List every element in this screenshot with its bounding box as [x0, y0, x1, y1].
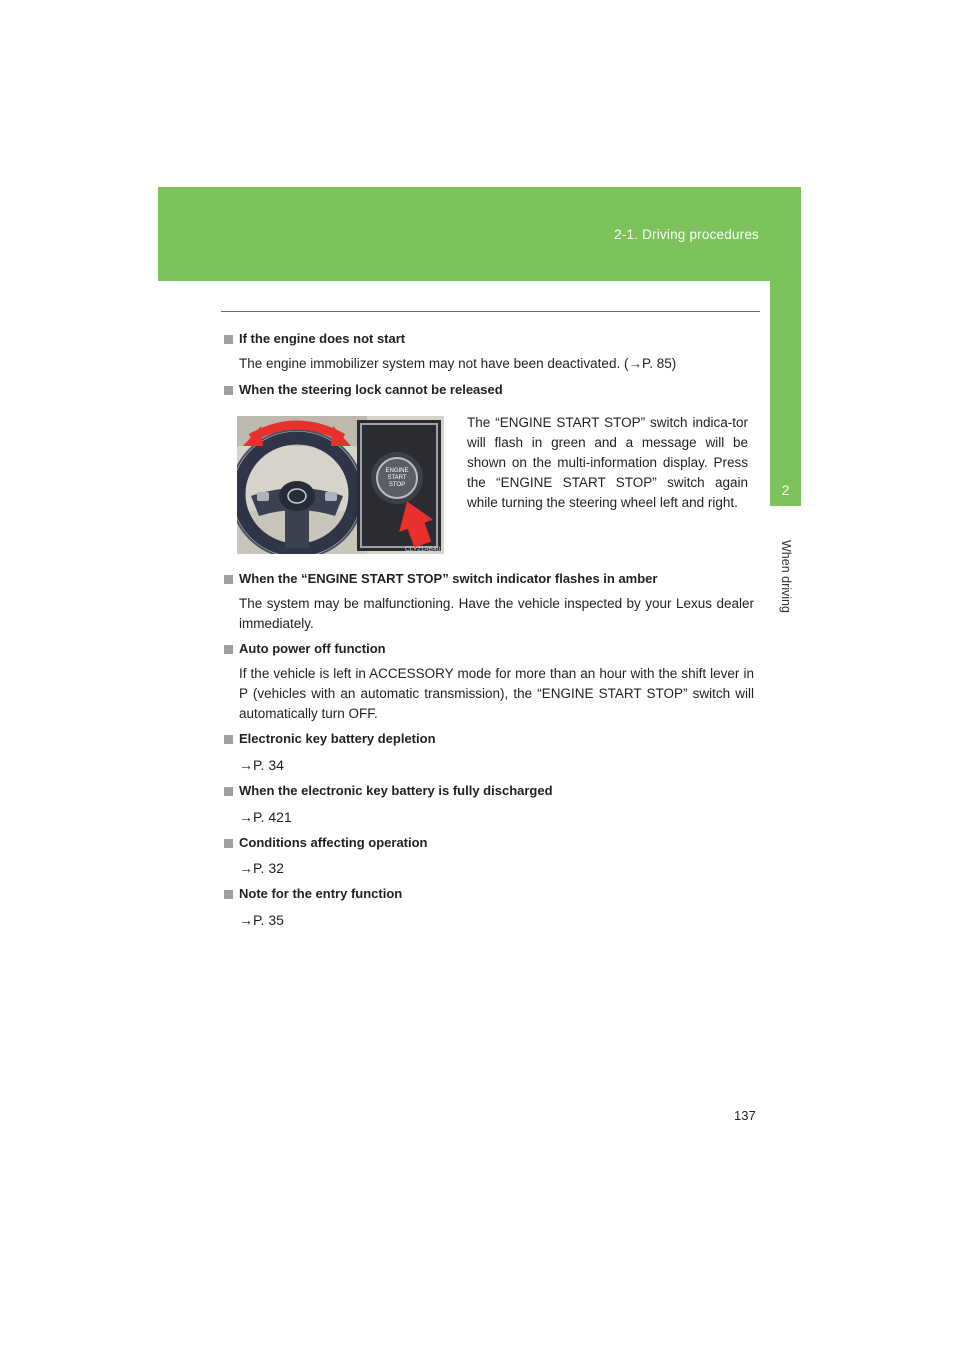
ref-key-battery-depletion: →P. 34	[239, 757, 284, 773]
heading-engine-not-start: If the engine does not start	[224, 331, 405, 347]
text-indicator-amber: The system may be malfunctioning. Have the vehicle inspected by your Lexus dealer immediately.	[239, 596, 754, 631]
steering-wheel-image	[237, 416, 444, 554]
ref-key-battery-discharged: →P. 421	[239, 809, 292, 825]
chapter-tab	[770, 281, 801, 506]
ref-entry-function: →P. 35	[239, 912, 284, 928]
text-engine-not-start: The engine immobilizer system may not have been deactivated. (→P. 85)	[239, 356, 677, 371]
figure-code: CLY21AB401	[405, 546, 444, 553]
top-rule	[221, 311, 760, 312]
chapter-number: 2	[781, 482, 790, 498]
ref-conditions-operation: →P. 32	[239, 860, 284, 876]
bullet-square-icon	[224, 386, 233, 395]
heading-indicator-amber: When the “ENGINE START STOP” switch indicator flashes in amber	[224, 571, 657, 587]
button-text-line-2: START	[387, 475, 407, 481]
header-band	[158, 187, 801, 281]
button-text-line-1: ENGINE	[385, 468, 409, 474]
heading-steering-lock: When the steering lock cannot be released	[224, 382, 503, 398]
section-title: 2-1. Driving procedures	[614, 227, 759, 242]
bullet-square-icon	[224, 735, 233, 744]
bullet-square-icon	[224, 645, 233, 654]
bullet-square-icon	[224, 575, 233, 584]
bullet-square-icon	[224, 335, 233, 344]
bullet-square-icon	[224, 890, 233, 899]
heading-entry-function: Note for the entry function	[224, 886, 402, 902]
steering-wheel-illustration	[237, 416, 444, 554]
heading-conditions-operation: Conditions affecting operation	[224, 835, 428, 851]
bullet-square-icon	[224, 839, 233, 848]
text-auto-power-off: If the vehicle is left in ACCESSORY mode for more than an hour with the shift lever in P (vehicles with an automatic transmission), the “ENGINE START STOP” switch will automatically turn OFF.	[239, 666, 754, 721]
heading-auto-power-off: Auto power off function	[224, 641, 386, 657]
chapter-label: When driving	[779, 540, 793, 613]
button-text-line-3: STOP	[388, 482, 406, 488]
heading-key-battery-depletion: Electronic key battery depletion	[224, 731, 436, 747]
heading-key-battery-discharged: When the electronic key battery is fully discharged	[224, 783, 553, 799]
bullet-square-icon	[224, 787, 233, 796]
page-number: 137	[734, 1108, 756, 1123]
text-steering-lock: The “ENGINE START STOP” switch indica-tor will flash in green and a message will be shown on the multi-information display. Press the “ENGINE START STOP” switch again while turning the steering wheel left and right.	[467, 415, 748, 510]
